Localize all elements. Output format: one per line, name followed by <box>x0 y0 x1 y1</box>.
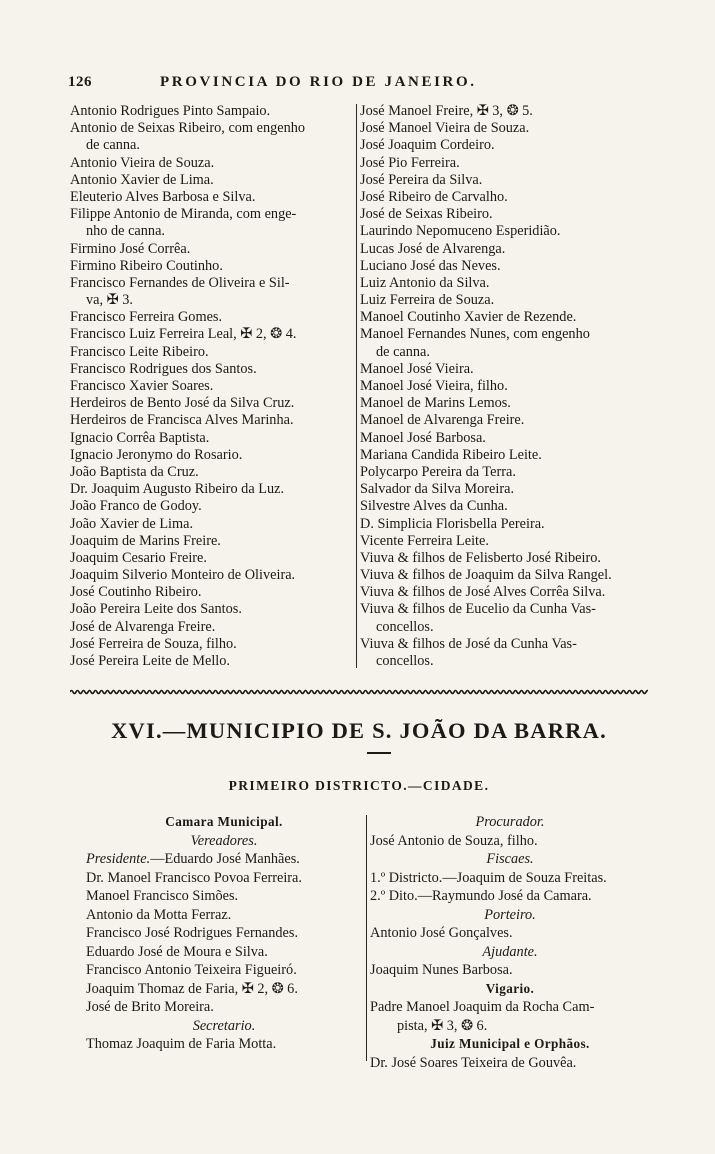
list-entry: Mariana Candida Ribeiro Leite. <box>360 446 542 463</box>
list-entry: José Manoel Vieira de Souza. <box>360 120 530 137</box>
list-entry: José Ferreira de Souza, filho. <box>70 635 237 652</box>
presidente-entry <box>86 850 362 869</box>
page-header <box>68 74 648 96</box>
list-entry: Antonio Rodrigues Pinto Sampaio. <box>70 103 271 119</box>
fiscal-entry: 2.º Dito.—Raymundo José da Camara. <box>370 888 592 904</box>
list-entry: Manoel José Barbosa. <box>360 429 486 446</box>
column-divider-bottom <box>366 815 367 1061</box>
list-entry: Salvador da Silva Moreira. <box>360 481 515 498</box>
list-entry: Luciano José das Neves. <box>360 257 501 274</box>
list-entry: José Coutinho Ribeiro. <box>70 584 202 601</box>
list-entry: Manoel Coutinho Xavier de Rezende. <box>360 309 577 326</box>
list-entry: Ignacio Corrêa Baptista. <box>70 429 210 446</box>
list-entry: Francisco Rodrigues dos Santos. <box>70 360 257 377</box>
list-entry: Eleuterio Alves Barbosa e Silva. <box>70 188 256 205</box>
vereador-entry: Antonio da Motta Ferraz. <box>86 906 232 923</box>
district-heading: PRIMEIRO DISTRICTO.—CIDADE. <box>228 778 490 793</box>
list-entry: Vicente Ferreira Leite. <box>360 532 489 549</box>
vereador-entry: Joaquim Thomaz de Faria, ✠ 2, ❂ 6. <box>86 980 298 997</box>
list-entry: Viuva & filhos de José da Cunha Vas- <box>360 635 577 652</box>
list-entry: Francisco Ferreira Gomes. <box>70 309 223 326</box>
list-entry: Ignacio Jeronymo do Rosario. <box>70 446 243 463</box>
list-entry-continuation: concellos. <box>376 653 434 669</box>
ajudante-heading: Ajudante. <box>482 943 538 960</box>
list-entry: José Pio Ferreira. <box>360 154 460 171</box>
camara-heading: Camara Municipal. <box>165 814 283 829</box>
list-entry: Dr. Joaquim Augusto Ribeiro da Luz. <box>70 481 285 498</box>
list-entry: José Pereira da Silva. <box>360 171 483 188</box>
list-entry: Joaquim Silverio Monteiro de Oliveira. <box>70 567 296 584</box>
procurador-name: José Antonio de Souza, filho. <box>370 832 538 849</box>
vereador-entry: Eduardo José de Moura e Silva. <box>86 943 268 960</box>
list-entry: Manoel José Vieira, filho. <box>360 378 508 394</box>
vereador-entry: José de Brito Moreira. <box>86 999 214 1015</box>
procurador-heading: Procurador. <box>475 814 545 830</box>
vereador-entry: Francisco Antonio Teixeira Figueiró. <box>86 962 297 978</box>
list-entry: João Baptista da Cruz. <box>70 463 199 480</box>
ajudante-name: Joaquim Nunes Barbosa. <box>370 962 513 978</box>
list-entry: João Pereira Leite dos Santos. <box>70 601 242 618</box>
list-entry: Viuva & filhos de Joaquim da Silva Rangel. <box>360 567 612 584</box>
list-entry: José de Alvarenga Freire. <box>70 618 216 635</box>
list-entry: Viuva & filhos de Eucelio da Cunha Vas- <box>360 601 596 618</box>
list-entry: Manoel Fernandes Nunes, com engenho <box>360 326 590 343</box>
vereadores-heading: Vereadores. <box>190 832 258 849</box>
camara-municipal-column <box>86 813 362 1054</box>
list-entry: Silvestre Alves da Cunha. <box>360 498 508 515</box>
secretario-heading: Secretario. <box>192 1017 256 1034</box>
section-title: XVI.—MUNICIPIO DE S. JOÃO DA BARRA. <box>111 718 607 743</box>
vereador-entry: Manoel Francisco Simões. <box>86 888 239 904</box>
list-entry: Manoel José Vieira. <box>360 360 474 377</box>
list-entry: Francisco Xavier Soares. <box>70 378 214 394</box>
list-entry-continuation: nho de canna. <box>86 223 165 240</box>
list-entry: Polycarpo Pereira da Terra. <box>360 463 516 480</box>
list-entry: Herdeiros de Bento José da Silva Cruz. <box>70 395 295 412</box>
list-entry: Firmino José Corrêa. <box>70 240 191 257</box>
list-entry: Viuva & filhos de Felisberto José Ribeiro. <box>360 549 601 566</box>
vigario-name: Padre Manoel Joaquim da Rocha Cam- <box>370 999 595 1015</box>
list-entry: Manoel de Alvarenga Freire. <box>360 412 525 429</box>
vigario-heading: Vigario. <box>485 980 535 996</box>
list-entry: Antonio Vieira de Souza. <box>70 154 215 171</box>
list-entry: João Franco de Godoy. <box>70 498 202 515</box>
running-head: PROVINCIA DO RIO DE JANEIRO. <box>160 74 477 90</box>
list-entry: Luiz Antonio da Silva. <box>360 274 490 291</box>
list-entry: Joaquim de Marins Freire. <box>70 532 221 549</box>
list-entry: José Joaquim Cordeiro. <box>360 137 495 154</box>
fiscaes-heading: Fiscaes. <box>486 851 534 867</box>
list-entry: Filippe Antonio de Miranda, com enge- <box>70 206 297 223</box>
fiscal-entry: 1.º Districto.—Joaquim de Souza Freitas. <box>370 869 607 886</box>
officials-column <box>370 813 650 1072</box>
porteiro-name: Antonio José Gonçalves. <box>370 925 513 941</box>
title-rule <box>367 752 391 754</box>
list-entry: José Ribeiro de Carvalho. <box>360 188 508 205</box>
list-entry: Luiz Ferreira de Souza. <box>360 292 495 309</box>
list-entry: Viuva & filhos de José Alves Corrêa Silva. <box>360 584 606 601</box>
juiz-name: Dr. José Soares Teixeira de Gouvêa. <box>370 1054 577 1071</box>
list-entry-continuation: concellos. <box>376 618 434 635</box>
list-entry: Francisco Fernandes de Oliveira e Sil- <box>70 274 290 291</box>
presidente-name: —Eduardo José Manhães. <box>150 851 300 867</box>
list-entry-continuation: de canna. <box>376 343 430 360</box>
vereador-entry: Francisco José Rodrigues Fernandes. <box>86 925 299 941</box>
vigario-name-continued: pista, ✠ 3, ❂ 6. <box>397 1017 488 1034</box>
list-entry: José Pereira Leite de Mello. <box>70 653 230 669</box>
list-entry: Lucas José de Alvarenga. <box>360 240 506 257</box>
juiz-heading: Juiz Municipal e Orphãos. <box>430 1036 590 1051</box>
list-entry: D. Simplicia Florisbella Pereira. <box>360 515 545 532</box>
secretario-name: Thomaz Joaquim de Faria Motta. <box>86 1036 277 1052</box>
vereador-entry: Dr. Manoel Francisco Povoa Ferreira. <box>86 869 302 886</box>
page-number: 126 <box>68 74 92 90</box>
list-entry: Firmino Ribeiro Coutinho. <box>70 257 223 274</box>
list-entry: Manoel de Marins Lemos. <box>360 395 511 412</box>
porteiro-heading: Porteiro. <box>484 906 536 923</box>
list-entry: Laurindo Nepomuceno Esperidião. <box>360 223 561 240</box>
list-entry: Francisco Luiz Ferreira Leal, ✠ 2, ❂ 4. <box>70 326 297 343</box>
wavy-separator <box>70 689 648 695</box>
names-list-right-column <box>360 103 650 670</box>
list-entry-continuation: de canna. <box>86 137 140 154</box>
list-entry: José de Seixas Ribeiro. <box>360 206 493 223</box>
list-entry: Francisco Leite Ribeiro. <box>70 343 209 360</box>
list-entry: Antonio Xavier de Lima. <box>70 171 214 188</box>
list-entry: José Manoel Freire, ✠ 3, ❂ 5. <box>360 103 533 119</box>
list-entry-continuation: va, ✠ 3. <box>86 292 133 309</box>
column-divider-top <box>356 104 357 668</box>
list-entry: Herdeiros de Francisca Alves Marinha. <box>70 412 294 429</box>
list-entry: Joaquim Cesario Freire. <box>70 549 207 566</box>
names-list-left-column <box>70 103 354 670</box>
list-entry: Antonio de Seixas Ribeiro, com engenho <box>70 120 306 137</box>
presidente-label: Presidente. <box>86 851 151 867</box>
list-entry: João Xavier de Lima. <box>70 515 194 532</box>
